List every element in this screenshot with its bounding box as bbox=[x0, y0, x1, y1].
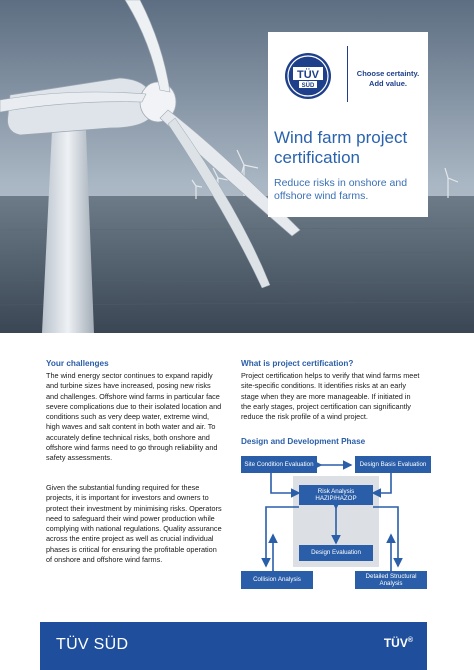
brand-tagline bbox=[352, 69, 424, 89]
text-line: Project certification helps to verify that wind farms meet bbox=[241, 371, 420, 380]
text-line: of onshore and offshore wind farms. bbox=[46, 554, 163, 564]
text-line: and challenges. Offshore wind farms in particular face bbox=[46, 391, 220, 401]
svg-text:SÜD: SÜD bbox=[301, 83, 315, 89]
challenges-heading: Your challenges bbox=[46, 359, 109, 368]
design-phase-diagram bbox=[241, 453, 431, 593]
box-label: Collision Analysis bbox=[253, 576, 301, 584]
text-line: conditions such as very deep water, extreme wind, bbox=[46, 412, 210, 421]
risk-analysis-box bbox=[299, 485, 373, 505]
text-line: protect their investment by minimising risks. Operators bbox=[46, 503, 222, 513]
design-heading: Design and Development Phase bbox=[241, 437, 366, 446]
text-line: and turbine sizes have increased, posing new risks bbox=[46, 381, 211, 391]
title-line: certification bbox=[274, 148, 360, 167]
text-line: severe complications due to their isolated location and bbox=[46, 401, 222, 411]
design-evaluation-box bbox=[299, 545, 373, 561]
footer-mark-text: TÜV bbox=[383, 636, 408, 650]
footer-company-name: TÜV SÜD bbox=[56, 636, 129, 653]
footer-bar bbox=[40, 622, 427, 670]
text-line: site-specific conditions. It identifies risks at an early bbox=[241, 381, 407, 391]
text-line: offshore wind farms need to go through reliability and bbox=[46, 442, 218, 452]
collision-analysis-box bbox=[241, 571, 313, 589]
certification-paragraph bbox=[241, 371, 419, 422]
page-subtitle bbox=[274, 177, 424, 203]
tagline-line: Add value. bbox=[369, 79, 407, 88]
brand-divider bbox=[347, 46, 348, 102]
text-line: Given the substantial funding required for these bbox=[46, 483, 200, 492]
footer-trademark bbox=[384, 636, 413, 650]
text-line: high waves and salt content in both water and air. To bbox=[46, 422, 216, 432]
text-line: phases is critical for ensuring the profitable operation bbox=[46, 544, 217, 554]
design-basis-box bbox=[355, 456, 431, 473]
text-line: safety assessments. bbox=[46, 453, 113, 462]
box-label: Design Evaluation bbox=[311, 549, 361, 557]
text-line: stage when they are more manageable. If initiated in bbox=[241, 391, 411, 401]
text-line: complying with national regulations. Quality assurance bbox=[46, 524, 222, 533]
text-line: reduce the risk profile of a wind project. bbox=[241, 412, 368, 421]
box-label: Site Condition Evaluation bbox=[244, 460, 314, 468]
text-line: The wind energy sector continues to expand rapidly bbox=[46, 371, 213, 380]
text-line: need to safeguard their wind power production while bbox=[46, 513, 215, 523]
box-label: Design Basis Evaluation bbox=[359, 460, 427, 468]
challenges-paragraph-2 bbox=[46, 483, 222, 565]
title-line: Wind farm project bbox=[274, 128, 408, 147]
cover-title-box bbox=[268, 32, 428, 217]
brand-row bbox=[268, 32, 428, 110]
box-label: Risk Analysis bbox=[317, 487, 355, 495]
box-label: Detailed Structural bbox=[365, 572, 417, 580]
certification-heading: What is project certification? bbox=[241, 359, 354, 368]
challenges-paragraph-1 bbox=[46, 371, 221, 463]
page-title bbox=[274, 128, 424, 168]
structural-analysis-box bbox=[355, 571, 427, 589]
subtitle-line: Reduce risks in onshore and bbox=[274, 177, 408, 189]
text-line: across the entire project as well as crucial individual bbox=[46, 534, 214, 544]
registered-icon: ® bbox=[407, 637, 413, 644]
text-line: the early stages, project certification can significantly bbox=[241, 401, 411, 411]
svg-text:TÜV: TÜV bbox=[297, 69, 319, 81]
site-condition-box bbox=[241, 456, 317, 473]
tagline-line: Choose certainty. bbox=[356, 69, 420, 78]
text-line: accurately define technical risks, both onshore and bbox=[46, 432, 210, 442]
text-line: projects, it is important for investors and owners to bbox=[46, 493, 209, 503]
subtitle-line: offshore wind farms. bbox=[274, 190, 369, 202]
tuv-sud-logo-icon bbox=[284, 52, 332, 100]
box-label: Analysis bbox=[379, 580, 403, 587]
box-label: HAZIP/HAZOP bbox=[315, 495, 357, 502]
